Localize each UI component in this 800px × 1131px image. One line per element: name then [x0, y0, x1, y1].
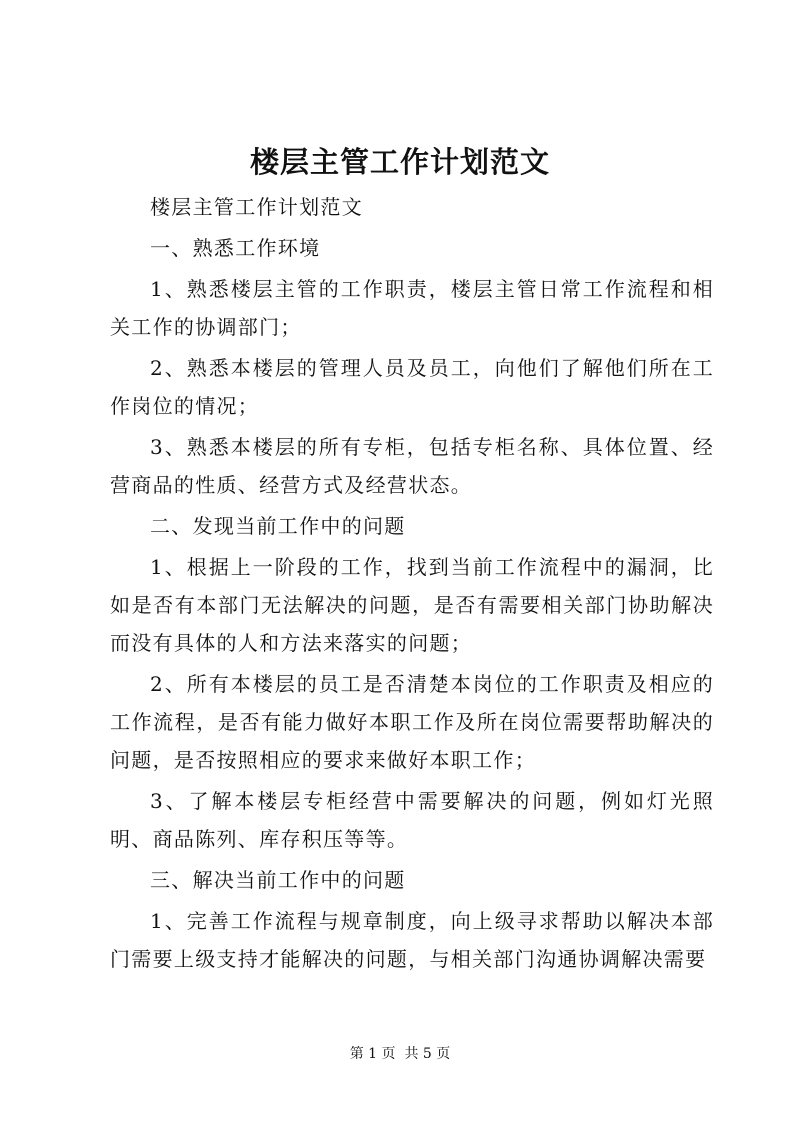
paragraph: 3、了解本楼层专柜经营中需要解决的问题，例如灯光照明、商品陈列、库存积压等等。 — [110, 789, 714, 851]
page-number-label: 第 1 页 共 5 页 — [349, 1046, 451, 1062]
document-title: 楼层主管工作计划范文 — [249, 145, 550, 179]
page-number-footer — [0, 1044, 800, 1064]
document-body — [110, 188, 714, 981]
paragraph-subtitle: 楼层主管工作计划范文 — [150, 195, 363, 219]
section-heading-3: 三、解决当前工作中的问题 — [150, 868, 406, 892]
section-heading-1: 一、熟悉工作环境 — [150, 236, 321, 260]
paragraph: 1、根据上一阶段的工作，找到当前工作流程中的漏洞，比如是否有本部门无法解决的问题，是否有需要相关部门协助解决而没有具体的人和方法来落实的问题； — [110, 555, 714, 655]
paragraph: 3、熟悉本楼层的所有专柜，包括专柜名称、具体位置、经营商品的性质、经营方式及经营状态。 — [110, 435, 714, 497]
paragraph: 2、熟悉本楼层的管理人员及员工，向他们了解他们所在工作岗位的情况； — [110, 356, 714, 418]
paragraph: 1、完善工作流程与规章制度，向上级寻求帮助以解决本部门需要上级支持才能解决的问题，与相关部门沟通协调解决需要 — [110, 909, 714, 971]
section-heading-2: 二、发现当前工作中的问题 — [150, 514, 406, 538]
paragraph: 2、所有本楼层的员工是否清楚本岗位的工作职责及相应的工作流程，是否有能力做好本职工作及所在岗位需要帮助解决的问题，是否按照相应的要求来做好本职工作； — [110, 672, 714, 772]
paragraph: 1、熟悉楼层主管的工作职责，楼层主管日常工作流程和相关工作的协调部门； — [110, 277, 714, 339]
